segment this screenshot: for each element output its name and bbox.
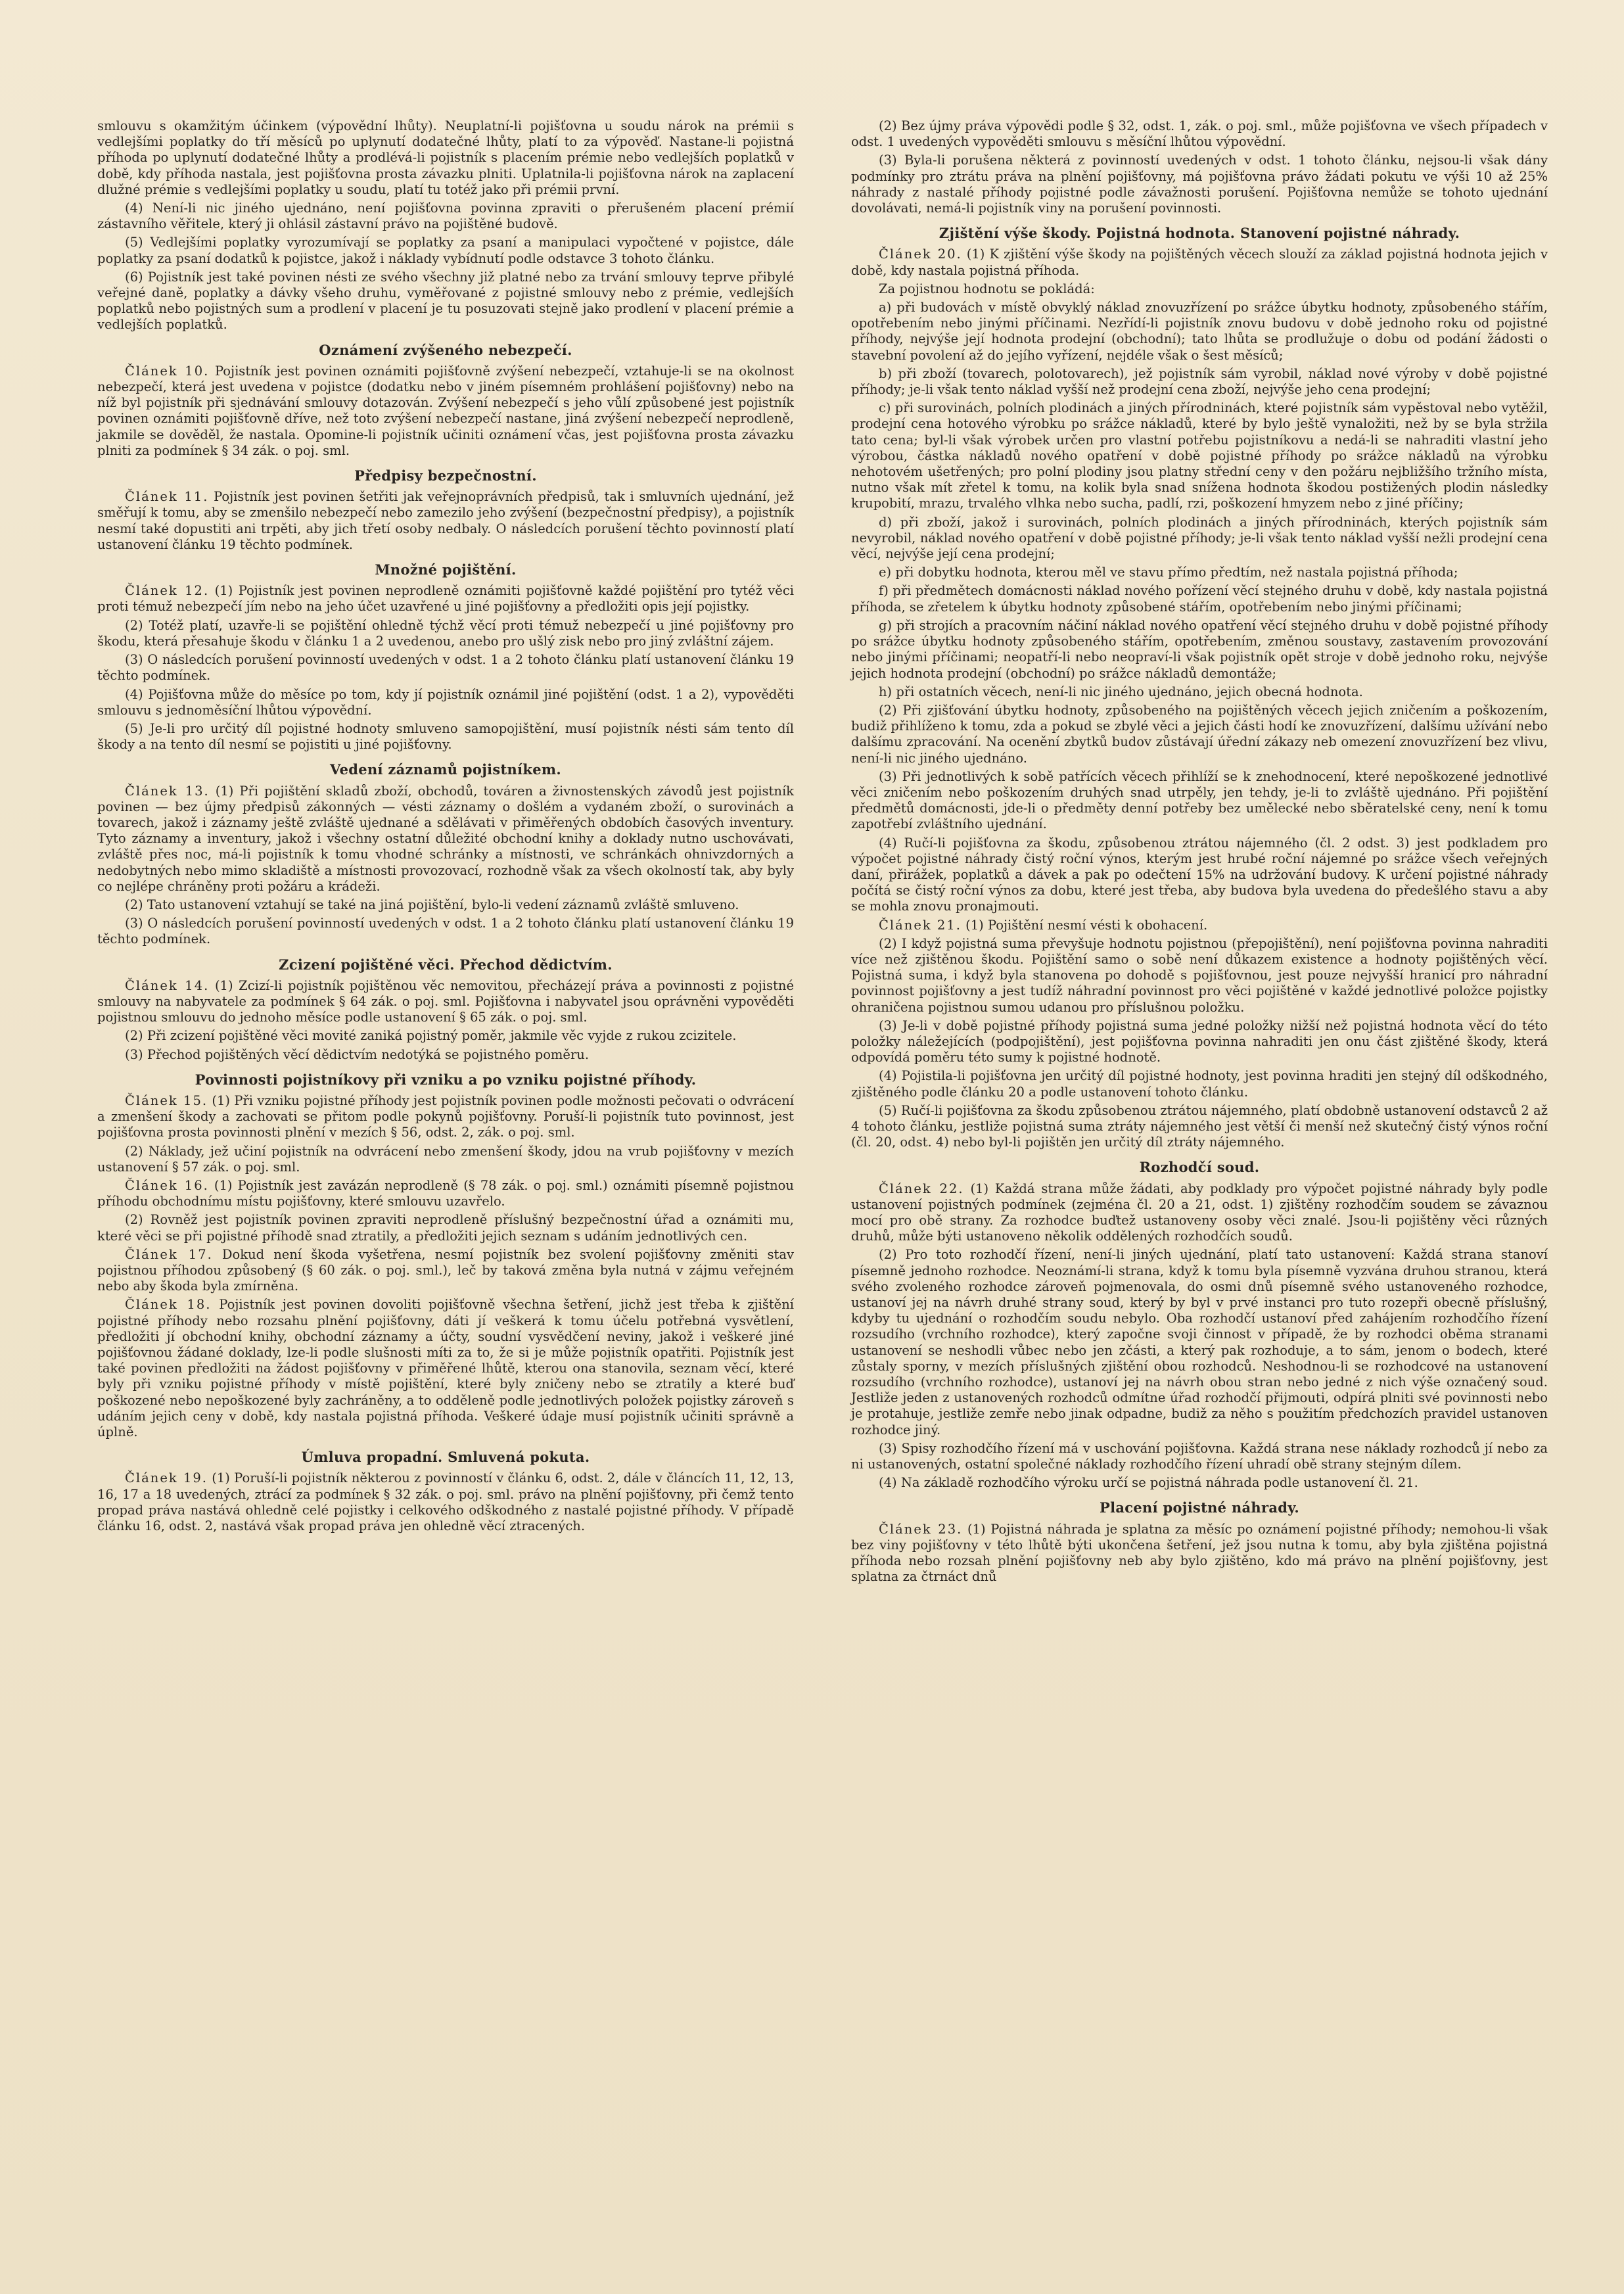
paragraph-text: (4) Ručí-li pojišťovna za škodu, způsobenou ztrátou nájemného (čl. 2 odst. 3) jest podkladem pro výpočet pojistné náhrady čistý roční výnos, kterým jest hrubé roční nájemné po srážce všech veřejných daní, přirážek, poplatků a dávek a pak po odečtení 15% na udržování budovy. K určení pojistné náhrady počítá se čistý roční výnos za dobu, které jest třeba, aby budova byla uvedena do předešlého stavu a aby se mohla znovu pronajmouti. xyxy=(851,835,1548,914)
paragraph-text: (3) O následcích porušení povinností uvedených v odst. 1 a 2 tohoto článku platí ustanovení článku 19 těchto podmínek. xyxy=(97,916,794,947)
paragraph-text: (3) Je-li v době pojistné příhody pojistná suma jedné položky nižší než pojistná hodnota věcí do této položky náležejících (podpojištění), jest pojišťovna povinna nahraditi jen onu část zjištěné škody, která odpovídá poměru této sumy k pojistné hodnotě. xyxy=(851,1018,1548,1065)
paragraph-text: (4) Na základě rozhodčího výroku určí se pojistná náhrada podle ustanovení čl. 21. xyxy=(879,1475,1418,1491)
paragraph xyxy=(97,489,794,553)
paragraph-text: (6) Pojistník jest také povinen nésti ze svého všechny již platné nebo za trvání smlouvy teprve přibylé veřejné daně, poplatky a dávky všeho druhu, vyměřované z pojistné smlouvy nebo z prémie, vedlejších poplatků nebo pojistných sum a prodlení v placení je tu posuzovati stejně jako prodlení v placení prémie a vedlejších poplatků. xyxy=(97,269,794,333)
paragraph-text: (1) Pojistná náhrada je splatna za měsíc po oznámení pojistné příhody; nemohou-li však bez viny pojišťovny v této lhůtě býti ukončena šetření, jež jsou nutna k tomu, aby byla zjištěna pojistná příhoda nebo rozsah plnění pojišťovny neb aby bylo zjištěno, kdo má právo na plnění pojišťovny, jest splatna za čtrnáct dnů xyxy=(851,1521,1548,1585)
paragraph-text: (2) Bez újmy práva výpovědi podle § 32, odst. 1, zák. o poj. sml., může pojišťovna ve všech případech v odst. 1 uvedených vypověděti smlouvu s měsíční lhůtou výpovědní. xyxy=(851,118,1548,150)
paragraph-text: Dokud není škoda vyšetřena, nesmí pojistník bez svolení pojišťovny změniti stav pojistnou příhodou způsobený (§ 60 zák. o poj. sml.), leč by taková změna byla nutná v zájmu veřejném nebo aby škoda byla zmírněna. xyxy=(97,1246,794,1294)
paragraph xyxy=(97,1144,794,1175)
paragraph xyxy=(97,1247,794,1295)
section-heading: Zcizení pojištěné věci. Přechod dědictvím. xyxy=(279,956,613,973)
paragraph xyxy=(851,565,1548,580)
paragraph xyxy=(97,721,794,753)
paragraph-text: (5) Je-li pro určitý díl pojistné hodnoty smluveno samopojištění, musí pojistník nésti sám tento díl škody a na tento díl nesmí se pojistiti u jiné pojišťovny. xyxy=(97,720,794,753)
article-number: Článek 13. xyxy=(125,783,210,799)
section-heading: Úmluva propadní. Smluvená pokuta. xyxy=(301,1449,590,1466)
paragraph xyxy=(851,1522,1548,1585)
article-number: Článek 10. xyxy=(125,363,210,379)
paragraph-text: (1) Každá strana může žádati, aby podklady pro výpočet pojistné náhrady byly podle ustanovení pojistných podmínek (zejména čl. 20 a 21, odst. 1) zjištěny rozhodčím soudem se závaznou mocí pro obě strany. Za rozhodce buďtež ustanoveny osoby věci znalé. Jsou-li pojištěny věci různých druhů, může býti ustanoveno několik oddělených rozhodčích soudů. xyxy=(851,1181,1548,1244)
paragraph xyxy=(97,1212,794,1244)
paragraph xyxy=(851,300,1548,363)
paragraph xyxy=(851,515,1548,563)
paragraph-text: (2) Pro toto rozhodčí řízení, není-li jiných ujednání, platí tato ustanovení: Každá strana stanoví písemně jednoho rozhodce. Neoznámí-li strana, když k tomu byla písemně vyzvána druhou stranou, která svého zvoleného rozhodce zároveň pojmenovala, do osmi dnů písemně svého ustanoveného rozhodce, ustanoví jej na návrh druhé strany soud, který by byl v prvé instanci pro tuto rozepři obecně příslušný, kdyby tu ujednání o rozhodčím soudu nebylo. Oba rozhodčí ustanoví před zahájením rozhodčího řízení rozsudího (vrchního rozhodce), který započne svoji činnost v případě, že by rozhodci oběma stranami ustanovení se neshodli vůbec nebo jen zčásti, a který pak rozhoduje, a to sám, jenom o bodech, které zůstaly sporny, v mezích příslušných zjištění obou rozhodců. Neshodnou-li se rozhodcové na ustanovení rozsudího (vrchního rozhodce), ustanoví jej na návrh obou stran nebo jedné z nich výše označený soud. Jestliže jeden z ustanovených rozhodců odmítne úřad rozhodčí přijmouti, odpírá plniti své povinnosti nebo je protahuje, jestliže zemře nebo jinak odpadne, budiž za něho s použitím předchozích pravidel ustanoven rozhodce jiný. xyxy=(851,1247,1548,1438)
paragraph-text: (2) Náklady, jež učiní pojistník na odvrácení nebo zmenšení škody, jdou na vrub pojišťovny v mezích ustanovení § 57 zák. o poj. sml. xyxy=(97,1143,794,1175)
paragraph-text: (4) Není-li nic jiného ujednáno, není pojišťovna povinna zpraviti o přerušeném placení prémií zástavního věřitele, který ji ohlásil zástavní právo na pojištěné budově. xyxy=(97,200,794,232)
paragraph xyxy=(97,583,794,615)
paragraph-text: (4) Pojišťovna může do měsíce po tom, kdy jí pojistník oznámil jiné pojištění (odst. 1 a 2), vypověděti smlouvu s jednoměsíční lhůtou výpovědní. xyxy=(97,686,794,718)
article-number: Článek 16. xyxy=(125,1177,209,1193)
paragraph-text: (3) Při jednotlivých k sobě patřících věcech přihlíží se k znehodnocení, které nepoškozené jednotlivé věci zničením nebo poškozením druhých snad utrpěly, jen tehdy, je-li to zvláště ujednáno. Při pojištění předmětů domácnosti, jde-li o předměty denní potřeby bez umělecké nebo sběratelské ceny, není k tomu zapotřebí zvláštního ujednání. xyxy=(851,768,1548,832)
paragraph-text: d) při zboží, jakož i surovinách, polních plodinách a jiných přírodninách, kterých pojistník sám nevyrobil, náklad nového opatření v době pojistné příhody; je-li však tento náklad vyšší nežli prodejní cena věcí, nejvýše její cena prodejní; xyxy=(851,514,1548,562)
article-number: Článek 15. xyxy=(125,1092,208,1108)
article-number: Článek 22. xyxy=(879,1181,964,1196)
paragraph xyxy=(97,235,794,266)
paragraph xyxy=(851,1475,1548,1491)
paragraph-text: (1) Pojistník jest povinen neprodleně oznámiti pojišťovně každé pojištění pro tytéž věci proti témuž nebezpečí jím nebo na jeho účet uzavřené u jiné pojišťovny a předložiti opis její pojistky. xyxy=(97,583,795,615)
article-number: Článek 21. xyxy=(879,917,962,933)
paragraph xyxy=(97,978,794,1026)
section-heading: Zjištění výše škody. Pojistná hodnota. Stanovení pojistné náhrady. xyxy=(939,225,1460,242)
paragraph-text: f) při předmětech domácnosti náklad nového pořízení věcí stejného druhu v době, kdy nastala pojistná příhoda, se zřetelem k úbytku hodnoty způsobené stářím, opotřebením nebo jinými příčinami; xyxy=(851,583,1548,615)
paragraph xyxy=(97,200,794,232)
paragraph-text: (1) Při vzniku pojistné příhody jest pojistník povinen podle možnosti pečovati o odvrácení a zmenšení škody a zachovati se přitom podle pokynů pojišťovny. Poruší-li pojistník tuto povinnost, jest pojišťovna prosta povinnosti plnění v mezích § 56, odst. 2, zák. o poj. sml. xyxy=(97,1092,794,1140)
paragraph xyxy=(851,1441,1548,1472)
paragraph-text: smlouvu s okamžitým účinkem (výpovědní lhůty). Neuplatní-li pojišťovna u soudu nárok na prémii s vedlejšími poplatky do tří měsíců po uplynutí dodatečné lhůty, platí to za výpověď. Nastane-li pojistná příhoda po uplynutí dodatečné lhůty a prodlévá-li pojistník s placením prémie nebo vedlejších poplatků v době, kdy příhoda nastala, jest pojišťovna prosta závazku plniti. Uplatnila-li pojišťovna nárok na zaplacení dlužné prémie s vedlejšími poplatky u soudu, platí tu totéž jako při prémii první. xyxy=(97,118,794,197)
paragraph-text: Pojistník jest povinen oznámiti pojišťovně zvýšení nebezpečí, vztahuje-li se na okolnost nebezpečí, která jest uvedena v pojistce (dodatku nebo v jiném písemném prohlášení pojišťovny) nebo na níž byl pojistník při sjednávání smlouvy dotazován. Zvýšení nebezpečí s jeho vůlí způsobené jest pojistník povinen oznámiti pojišťovně dříve, než toto zvýšení nebezpečí nastane, jiná zvýšení nebezpečí neprodleně, jakmile se dověděl, že nastala. Opomine-li pojistník učiniti oznámení včas, jest pojišťovna prosta závazku plniti za podmínek § 34 zák. o poj. sml. xyxy=(97,363,794,458)
paragraph-text: Za pojistnou hodnotu se pokládá: xyxy=(879,281,1095,296)
paragraph xyxy=(97,687,794,718)
paragraph xyxy=(97,1178,794,1209)
paragraph-text: g) při strojích a pracovním náčiní náklad nového opatření věcí stejného druhu v době pojistné příhody po srážce úbytku hodnoty způsobeného stářím, opotřebením, změnou soustavy, zastavením provozování nebo jinými příčinami; neopatří-li nebo neopraví-li však pojistník opět stroje v době jednoho roku, nejvýše jejich hodnota prodejní (obchodní) po srážce nákladů demontáže; xyxy=(851,617,1548,681)
paragraph-text: (1) Pojistník jest zavázán neprodleně (§ 78 zák. o poj. sml.) oznámiti písemně pojistnou příhodu obchodnímu místu pojišťovny, které smlouvu uzavřelo. xyxy=(97,1177,794,1209)
paragraph xyxy=(851,684,1548,700)
paragraph-text: (2) I když pojistná suma převyšuje hodnotu pojistnou (přepojištění), není pojišťovna povinna nahraditi více než zjištěnou škodu. Pojištění samo o sobě není důkazem existence a hodnoty pojištěných věcí. Pojistná suma, i když byla stanovena po dohodě s pojišťovnou, jest pouze nejvyšší hranicí pro náhradní povinnost pojišťovny a jest tudíž náhradní povinnost pro věci pojištěné v každé jednotlivé položce pojistky ohraničena pojistnou sumou udanou pro příslušnou položku. xyxy=(851,935,1548,1015)
paragraph xyxy=(97,269,794,333)
paragraph-text: e) při dobytku hodnota, kterou měl ve stavu přímo předtím, než nastala pojistná příhoda; xyxy=(879,565,1458,580)
paragraph xyxy=(851,583,1548,615)
section-heading: Placení pojistné náhrady. xyxy=(1100,1499,1299,1516)
paragraph-text: h) při ostatních věcech, není-li nic jiného ujednáno, jejich obecná hodnota. xyxy=(879,684,1363,699)
paragraph xyxy=(851,918,1548,933)
paragraph-text: (1) Zcizí-li pojistník pojištěnou věc nemovitou, přecházejí práva a povinnosti z pojistné smlouvy na nabyvatele za podmínek § 64 zák. o poj. sml. Pojišťovna i nabyvatel jsou oprávněni vypověděti pojistnou smlouvu do jednoho měsíce podle ustanovení § 65 zák. o poj. sml. xyxy=(97,977,794,1025)
article-number: Článek 17. xyxy=(125,1246,213,1262)
paragraph-text: b) při zboží (tovarech, polotovarech), jež pojistník sám vyrobil, náklad nové výroby v době pojistné příhody; je-li však tento náklad vyšší než prodejní cena zboží, nejvýše jeho cena prodejní; xyxy=(851,365,1548,398)
paragraph-text: (1) Pojištění nesmí vésti k obohacení. xyxy=(965,917,1208,933)
paragraph-text: (1) Poruší-li pojistník některou z povinností v článku 6, odst. 2, dále v článcích 11, 12, 13, 16, 17 a 18 uvedených, ztrácí za podmínek § 32 zák. o poj. sml. právo na plnění pojišťovny, při čemž tento propad práva nastává ohledně celé pojistky i celkového odškodného z nastalé pojistné příhody. V případě článku 16, odst. 2, nastává však propad práva jen ohledně věcí ztracených. xyxy=(97,1470,794,1534)
article-number: Článek 18. xyxy=(125,1297,212,1313)
paragraph-text: (5) Vedlejšími poplatky vyrozumívají se poplatky za psaní a manipulaci vypočtené v pojistce, dále poplatky za psaní dodatků k pojistce, jakož i náklady vybídnutí podle odstavce 3 tohoto článku. xyxy=(97,235,794,266)
left-column xyxy=(97,118,794,1537)
paragraph xyxy=(97,1047,794,1063)
paragraph-text: Pojistník jest povinen dovoliti pojišťovně všechna šetření, jichž jest třeba k zjištění pojistné příhody nebo rozsahu plnění pojišťovny, dáti jí veškerá k tomu účelu potřebná vysvětlení, předložiti jí obchodní knihy, obchodní záznamy a účty, soudní vysvědčení neviny, jakož i veškeré jiné pojišťovnou žádané doklady, lze-li podle slušnosti míti za to, že si je může pojistník opatřiti. Pojistník jest také povinen předložiti na žádost pojišťovny v přiměřené lhůtě, kterou ona stanovila, seznam věcí, které byly při vzniku pojistné příhody v místě pojištění, které byly zničeny nebo se ztratily a které buď poškozené nebo nepoškozené byly zachráněny, a to odděleně podle jednotlivých položek pojistky zároveň s udáním jejich ceny v době, kdy nastala pojistná příhoda. Veškeré údaje musí pojistník učiniti správně a úplně. xyxy=(97,1297,794,1440)
paragraph-text: (2) Rovněž jest pojistník povinen zpraviti neprodleně příslušný bezpečnostní úřad a oznámiti mu, které věci se při pojistné příhodě snad ztratily, a předložiti jejich seznam s udáním jednotlivých cen. xyxy=(97,1212,794,1244)
paragraph xyxy=(97,652,794,684)
paragraph xyxy=(851,618,1548,682)
paragraph-text: (3) Spisy rozhodčího řízení má v uschování pojišťovna. Každá strana nese náklady rozhodců jí nebo za ni ustanovených, ostatní společné náklady rozhodčího řízení uhradí obě strany stejným dílem. xyxy=(851,1440,1548,1472)
paragraph-text: (2) Totéž platí, uzavře-li se pojištění ohledně týchž věcí proti témuž nebezpečí u jiné pojišťovny pro škodu, která přesahuje škodu v článku 1 a 2 uvedenou, anebo pro ušlý zisk nebo pro jiný zvláštní zájem. xyxy=(97,617,794,649)
section-heading: Vedení záznamů pojistníkem. xyxy=(329,761,562,778)
paragraph xyxy=(851,118,1548,150)
paragraph-text: (2) Tato ustanovení vztahují se také na jiná pojištění, bylo-li vedení záznamů zvláště smluveno. xyxy=(125,897,739,912)
paragraph xyxy=(851,835,1548,915)
paragraph xyxy=(851,936,1548,1016)
paragraph-text: (2) Při zjišťování úbytku hodnoty, způsobeného na pojištěných věcech jejich zničením a poškozením, budiž přihlíženo k tomu, zda a pokud se zbylé věci a jejich části hodí ke znovuzřízení, dalšímu užívání nebo dalšímu zpracování. Na ocenění zbytků budov zůstávají úřední zákazy neb omezení znovuzřízení bez vlivu, není-li nic jiného ujednáno. xyxy=(851,702,1548,766)
article-number: Článek 14. xyxy=(125,977,210,993)
paragraph xyxy=(97,1470,794,1534)
paragraph-text: (4) Pojistila-li pojišťovna jen určitý díl pojistné hodnoty, jest povinna hraditi jen stejný díl odškodného, zjištěného podle článku 20 a podle ustanovení tohoto článku. xyxy=(851,1068,1548,1100)
paragraph xyxy=(97,1093,794,1141)
paragraph xyxy=(851,1103,1548,1151)
paragraph xyxy=(97,1297,794,1440)
paragraph xyxy=(851,1018,1548,1066)
article-number: Článek 23. xyxy=(879,1521,963,1537)
paragraph xyxy=(97,897,794,913)
article-number: Článek 20. xyxy=(879,246,962,262)
paragraph-text: (3) O následcích porušení povinností uvedených v odst. 1 a 2 tohoto článku platí ustanovení článku 19 těchto podmínek. xyxy=(97,652,794,684)
section-heading: Předpisy bezpečnostní. xyxy=(354,467,537,484)
paragraph-text: c) při surovinách, polních plodinách a jiných přírodninách, které pojistník sám vypěstoval nebo vytěžil, prodejní cena hotového výrobku po srážce nákladů, které by bylo ještě vynaložiti, než by se byla stržila tato cena; byl-li však výrobek určen pro vlastní potřebu pojistníkovu a nedá-li se nahraditi vlastní jeho výrobou, částka nákladů nového opatření v době pojistné příhody po srážce nákladů na výrobku nehotovém ušetřených; pro polní plodiny jsou platny střední ceny v den požáru nejbližšího tržního místa, nutno však mít zřetel k tomu, na kolik byla snad snížena hodnota škodou postižených plodin následky krupobití, mrazu, trvalého vlhka nebo sucha, padlí, rzi, poškození hmyzem nebo z jiné příčiny; xyxy=(851,400,1548,511)
paragraph xyxy=(851,152,1548,216)
section-heading: Množné pojištění. xyxy=(375,561,517,578)
paragraph xyxy=(97,118,794,198)
paragraph xyxy=(97,618,794,649)
paragraph xyxy=(851,769,1548,833)
article-number: Článek 19. xyxy=(125,1470,208,1486)
paragraph xyxy=(851,281,1548,297)
paragraph xyxy=(851,1181,1548,1245)
paragraph xyxy=(97,1028,794,1044)
paragraph xyxy=(97,784,794,895)
section-heading: Povinnosti pojistníkovy při vzniku a po vzniku pojistné příhody. xyxy=(195,1071,697,1088)
article-number: Článek 11. xyxy=(125,489,209,505)
paragraph-text: (2) Při zcizení pojištěné věci movité zaniká pojistný poměr, jakmile věc vyjde z rukou zcizitele. xyxy=(125,1028,737,1044)
article-number: Článek 12. xyxy=(125,583,210,599)
section-heading: Oznámení zvýšeného nebezpečí. xyxy=(319,341,572,358)
right-column xyxy=(851,118,1548,1587)
paragraph xyxy=(851,366,1548,398)
section-heading: Rozhodčí soud. xyxy=(1139,1159,1260,1176)
paragraph-text: (1) Při pojištění skladů zboží, obchodů, továren a živnostenských závodů jest pojistník povinen — bez újmy předpisů zákonných — vésti záznamy o došlém a vydaném zboží, o surovinách a tovarech, jakož i záznamy ještě zvláště ujednané a sdělávati v přiměřených obdobích časových inventury. Tyto záznamy a inventury, jakož i všechny ostatní důležité obchodní knihy a doklady nutno uschovávati, zvláště přes noc, má-li pojistník k tomu vhodné schránky a místnosti, ve schránkách ohnivzdorných a nedobytných nebo mimo skladiště a místnosti provozovací, rozhodně však za všech okolností tak, aby byly co nejlépe chráněny proti požáru a krádeži. xyxy=(97,783,794,894)
paragraph-text: (1) K zjištění výše škody na pojištěných věcech slouží za základ pojistná hodnota jejich v době, kdy nastala pojistná příhoda. xyxy=(851,246,1548,278)
paragraph xyxy=(851,1247,1548,1438)
paragraph xyxy=(851,703,1548,766)
paragraph xyxy=(851,400,1548,511)
paragraph xyxy=(97,916,794,947)
paragraph xyxy=(97,363,794,459)
paragraph-text: a) při budovách v místě obvyklý náklad znovuzřízení po srážce úbytku hodnoty, způsobeného stářím, opotřebením nebo jinými příčinami. Nezřídí-li pojistník znovu budovu v době jednoho roku od pojistné příhody, nejvýše její hodnota prodejní (obchodní); tato lhůta se prodlužuje o dobu od podání žádosti o stavební povolení až do jejího vyřízení, nejdéle však o šest měsíců; xyxy=(851,300,1548,363)
paragraph xyxy=(851,246,1548,278)
paragraph-text: (3) Přechod pojištěných věcí dědictvím nedotýká se pojistného poměru. xyxy=(125,1046,590,1062)
paragraph-text: Pojistník jest povinen šetřiti jak veřejnoprávních předpisů, tak i smluvních ujednání, jež směřují k tomu, aby se zmenšilo nebezpečí nebo zamezilo jeho zvýšení (bezpečnostní předpisy), a pojistník nesmí také dopustiti ani trpěti, aby jich třetí osoby nedbaly. O následcích porušení těchto povinností platí ustanovení článku 19 těchto podmínek. xyxy=(97,489,794,552)
paragraph-text: (5) Ručí-li pojišťovna za škodu způsobenou ztrátou nájemného, platí obdobně ustanovení odstavců 2 až 4 tohoto článku, jestliže pojistná suma ztráty nájemného jest větší či menší než skutečný čistý výnos roční (čl. 20, odst. 4) nebo byl-li pojištěn jen určitý díl ztráty nájemného. xyxy=(851,1102,1548,1150)
paragraph-text: (3) Byla-li porušena některá z povinností uvedených v odst. 1 tohoto článku, nejsou-li však dány podmínky pro ztrátu práva na plnění pojišťovny, má pojišťovna právo žádati pokutu ve výši 10 až 25% náhrady z nastalé příhody pojistné podle závažnosti porušení. Pojišťovna nemůže se tohoto ujednání dovolávati, nemá-li pojistník viny na porušení povinnosti. xyxy=(851,152,1548,216)
paragraph xyxy=(851,1068,1548,1100)
